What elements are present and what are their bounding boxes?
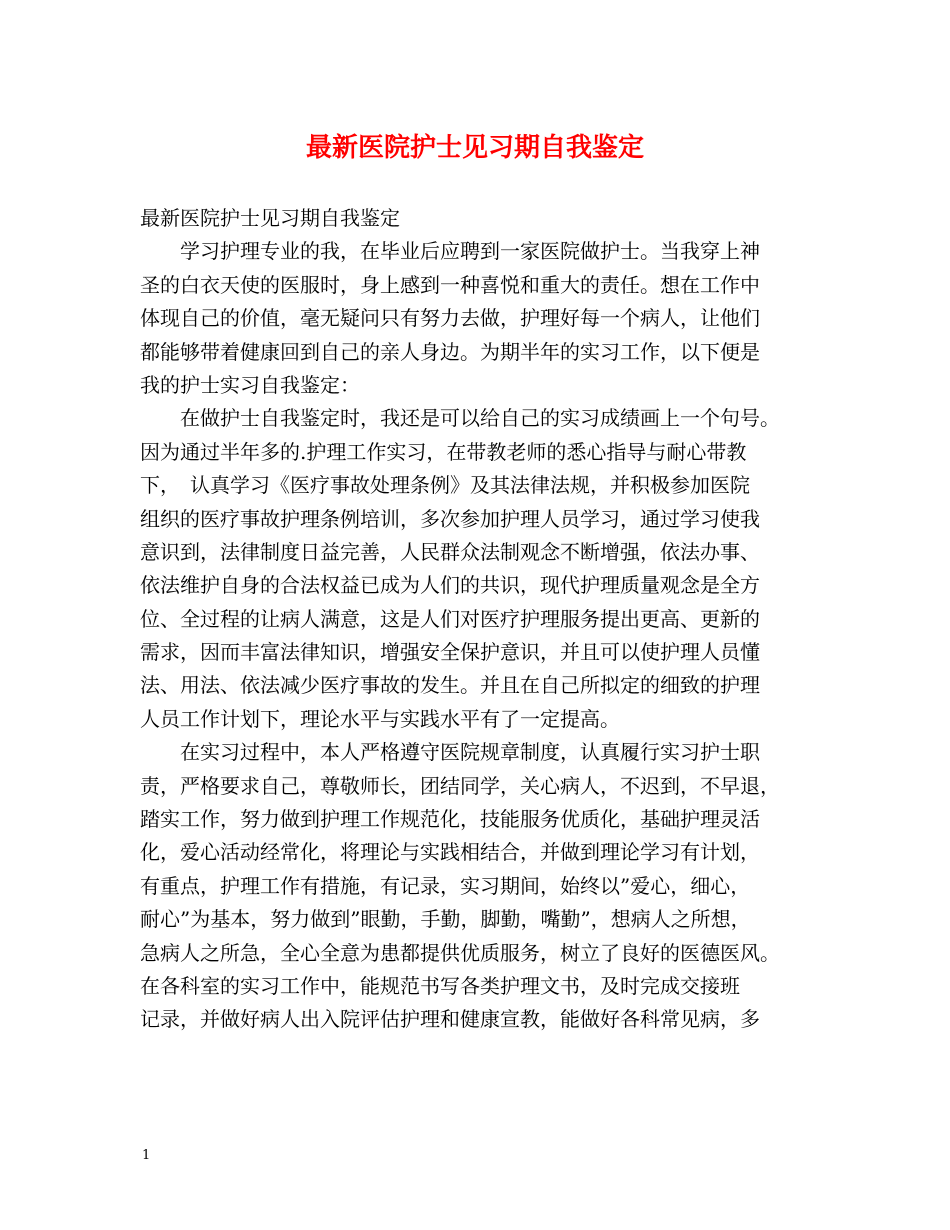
body-line: 因为通过半年多的.护理工作实习，在带教老师的悉心指导与耐心带教 bbox=[140, 439, 747, 464]
body-line: 法、用法、依法减少医疗事故的发生。并且在自己所拟定的细致的护理 bbox=[140, 673, 760, 698]
body-line: 圣的白衣天使的医服时，身上感到一种喜悦和重大的责任。想在工作中 bbox=[140, 272, 760, 297]
body-line: 依法维护自身的合法权益已成为人们的共识，现代护理质量观念是全方 bbox=[140, 573, 760, 598]
body-line: 意识到，法律制度日益完善，人民群众法制观念不断增强，依法办事、 bbox=[140, 539, 760, 564]
page-number: 1 bbox=[142, 1148, 151, 1163]
document-body bbox=[140, 202, 830, 1037]
body-line: 有重点，护理工作有措施，有记录，实习期间，始终以”爱心，细心， bbox=[140, 873, 751, 898]
body-line: 责，严格要求自己，尊敬师长，团结同学，关心病人，不迟到，不早退， bbox=[140, 773, 780, 798]
body-line: 需求，因而丰富法律知识，增强安全保护意识，并且可以使护理人员懂 bbox=[140, 640, 760, 665]
body-line: 在实习过程中，本人严格遵守医院规章制度，认真履行实习护士职 bbox=[140, 740, 760, 765]
body-line: 耐心”为基本，努力做到”眼勤，手勤，脚勤，嘴勤”，想病人之所想， bbox=[140, 907, 751, 932]
body-line: 记录，并做好病人出入院评估护理和健康宣教，能做好各科常见病，多 bbox=[140, 1007, 760, 1032]
body-line: 最新医院护士见习期自我鉴定 bbox=[140, 206, 400, 230]
body-line: 在各科室的实习工作中，能规范书写各类护理文书，及时完成交接班 bbox=[140, 973, 740, 998]
body-line: 位、全过程的让病人满意，这是人们对医疗护理服务提出更高、更新的 bbox=[140, 606, 760, 631]
body-line: 踏实工作，努力做到护理工作规范化，技能服务优质化，基础护理灵活 bbox=[140, 807, 760, 832]
body-line: 人员工作计划下，理论水平与实践水平有了一定提高。 bbox=[140, 706, 620, 731]
body-line: 我的护士实习自我鉴定： bbox=[140, 372, 360, 397]
body-line: 急病人之所急，全心全意为患都提供优质服务，树立了良好的医德医风。 bbox=[140, 940, 780, 965]
body-line: 在做护士自我鉴定时，我还是可以给自己的实习成绩画上一个句号。 bbox=[140, 406, 780, 431]
body-line: 化，爱心活动经常化，将理论与实践相结合，并做到理论学习有计划， bbox=[140, 840, 760, 865]
body-line: 体现自己的价值，毫无疑问只有努力去做，护理好每一个病人，让他们 bbox=[140, 306, 760, 331]
body-line: 都能够带着健康回到自己的亲人身边。为期半年的实习工作，以下便是 bbox=[140, 339, 760, 364]
body-line: 组织的医疗事故护理条例培训，多次参加护理人员学习，通过学习使我 bbox=[140, 506, 760, 531]
document-title: 最新医院护士见习期自我鉴定 bbox=[305, 133, 644, 163]
body-line: 下， 认真学习《医疗事故处理条例》及其法律法规，并积极参加医院 bbox=[140, 473, 750, 498]
body-line: 学习护理专业的我，在毕业后应聘到一家医院做护士。当我穿上神 bbox=[140, 239, 760, 264]
